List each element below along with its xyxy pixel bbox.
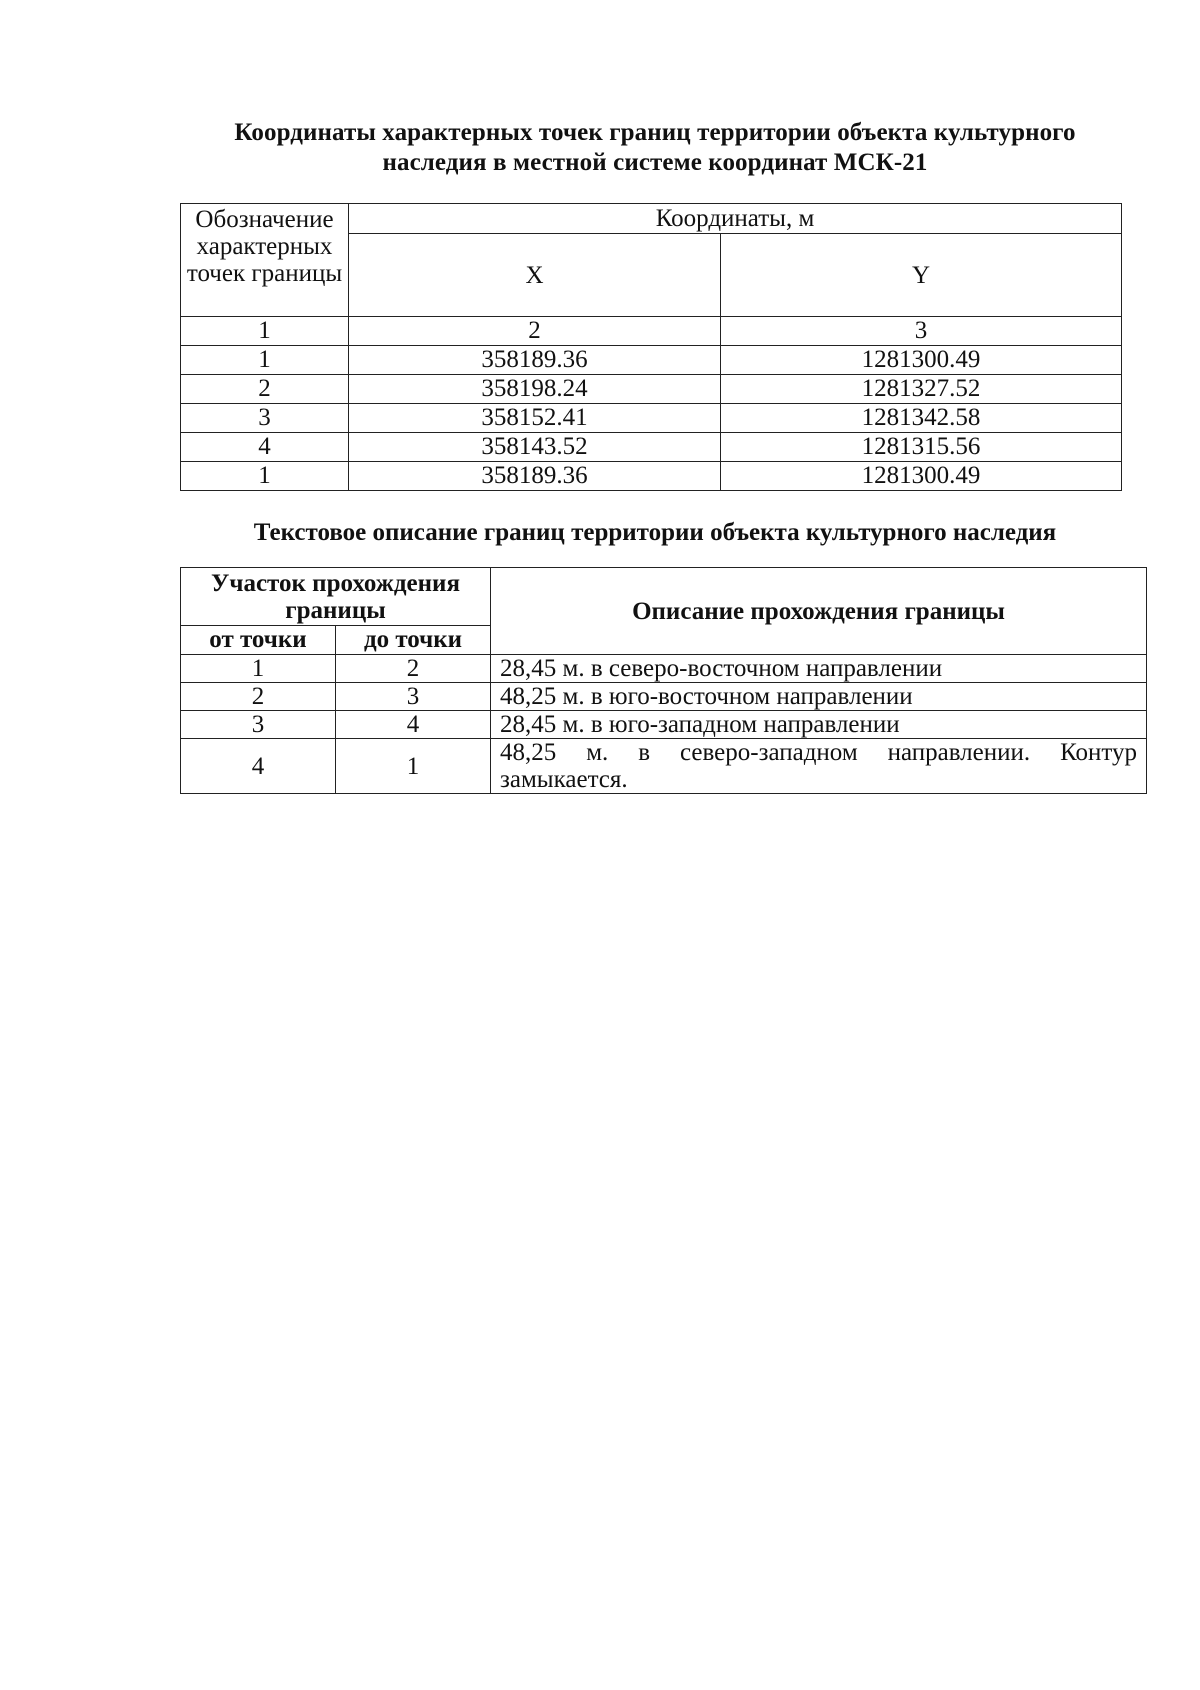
point-number: 2	[181, 375, 349, 404]
table-row	[181, 404, 1122, 433]
description-title: Текстовое описание границ территории объекта культурного наследия	[253, 519, 1057, 546]
header-x: X	[349, 234, 721, 317]
point-number: 1	[181, 462, 349, 491]
table-row	[181, 346, 1122, 375]
header-boundary-section: Участок прохождения границы	[181, 568, 491, 626]
to-point: 1	[336, 739, 491, 794]
table-row	[181, 375, 1122, 404]
y-value: 1281300.49	[721, 462, 1122, 491]
y-value: 1281300.49	[721, 346, 1122, 375]
from-point: 2	[181, 683, 336, 711]
coordinates-table	[180, 203, 1122, 491]
column-number: 3	[721, 317, 1122, 346]
segment-description: 48,25 м. в северо-западном направлении. Контур замыкается.	[491, 739, 1147, 794]
to-point: 3	[336, 683, 491, 711]
header-y: Y	[721, 234, 1122, 317]
segment-description: 28,45 м. в юго-западном направлении	[491, 711, 1147, 739]
point-number: 3	[181, 404, 349, 433]
x-value: 358189.36	[349, 462, 721, 491]
table-row	[181, 683, 1147, 711]
table-row	[181, 739, 1147, 794]
to-point: 2	[336, 655, 491, 683]
from-point: 4	[181, 739, 336, 794]
table-row	[181, 711, 1147, 739]
y-value: 1281327.52	[721, 375, 1122, 404]
x-value: 358198.24	[349, 375, 721, 404]
from-point: 3	[181, 711, 336, 739]
segment-description: 48,25 м. в юго-восточном направлении	[491, 683, 1147, 711]
x-value: 358143.52	[349, 433, 721, 462]
header-to-point: до точки	[336, 626, 491, 655]
column-number: 2	[349, 317, 721, 346]
header-point-designation: Обозначение характерных точек границы	[181, 204, 349, 317]
header-coordinates: Координаты, м	[349, 204, 1122, 234]
header-description: Описание прохождения границы	[491, 568, 1147, 655]
boundary-description-table	[180, 567, 1147, 794]
column-number: 1	[181, 317, 349, 346]
x-value: 358152.41	[349, 404, 721, 433]
point-number: 1	[181, 346, 349, 375]
table-row	[181, 433, 1122, 462]
header-from-point: от точки	[181, 626, 336, 655]
to-point: 4	[336, 711, 491, 739]
y-value: 1281342.58	[721, 404, 1122, 433]
table-row	[181, 462, 1122, 491]
from-point: 1	[181, 655, 336, 683]
coordinates-title: Координаты характерных точек границ территории объекта культурного наследия в местной системе координат МСК-21	[234, 119, 1076, 176]
point-number: 4	[181, 433, 349, 462]
column-number-row	[181, 317, 1122, 346]
x-value: 358189.36	[349, 346, 721, 375]
segment-description: 28,45 м. в северо-восточном направлении	[491, 655, 1147, 683]
table-row	[181, 655, 1147, 683]
y-value: 1281315.56	[721, 433, 1122, 462]
